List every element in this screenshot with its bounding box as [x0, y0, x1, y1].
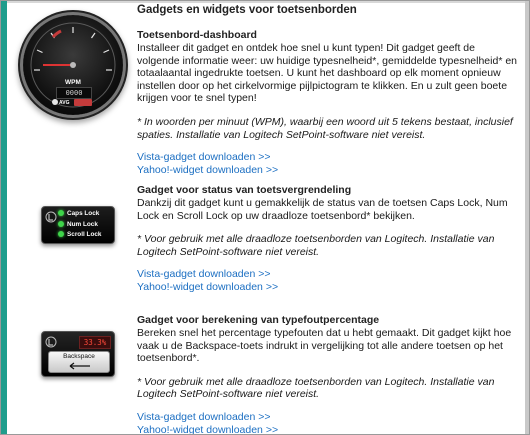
yahoo-download-link[interactable]: Yahoo!-widget downloaden >>	[137, 281, 279, 294]
led-on-icon	[58, 221, 64, 227]
gauge-readout: 0000	[56, 87, 92, 99]
section-title: Gadget voor status van toetsvergrendeling	[137, 184, 352, 196]
led-on-icon	[58, 210, 64, 216]
speedometer-gauge-icon	[23, 15, 123, 115]
reset-circle-icon	[52, 99, 58, 105]
arrow-left-icon	[66, 362, 92, 370]
download-links	[137, 411, 519, 435]
key-label: Backspace	[63, 353, 95, 360]
section-title: Toetsenbord-dashboard	[137, 29, 257, 41]
vertical-scrollbar[interactable]	[525, 1, 529, 434]
download-links	[137, 268, 519, 294]
backspace-key	[48, 351, 110, 373]
section-dashboard	[137, 29, 519, 177]
vista-download-link[interactable]: Vista-gadget downloaden >>	[137, 268, 271, 281]
section-note: * In woorden per minuut (WPM), waarbij een woord uit 5 tekens bestaat, inclusief spaties. Installatie van Logitech SetPoint-software niet vereist.	[137, 115, 513, 141]
section-title: Gadget voor berekening van typefoutpercentage	[137, 314, 380, 326]
gauge-unit-label: WPM	[65, 79, 81, 86]
section-description: Dankzij dit gadget kunt u gemakkelijk de status van de toetsen Caps Lock, Num Lock en Scroll Lock op uw draadloze toetsenbord* bekijken.	[137, 197, 508, 222]
backspace-key-icon	[41, 331, 115, 377]
top-divider	[7, 1, 525, 3]
page-title: Gadgets en widgets voor toetsenborden	[137, 4, 357, 16]
vista-download-link[interactable]: Vista-gadget downloaden >>	[137, 151, 271, 164]
caps-lock-indicator: Caps Lock	[58, 209, 99, 219]
lock-status-icon	[41, 206, 115, 244]
section-note: * Voor gebruik met alle draadloze toetsenborden van Logitech. Installatie van Logitech SetPoint-software niet vereist.	[137, 375, 495, 401]
section-description: Bereken snel het percentage typefouten dat u hebt gemaakt. Dit gadget kijkt hoe vaak u de Backspace-toets indrukt in vergelijking tot alle andere toetsen op het toetsenbord*.	[137, 327, 512, 365]
section-lock-status	[137, 184, 519, 294]
yahoo-download-link[interactable]: Yahoo!-widget downloaden >>	[137, 164, 279, 177]
gauge-dial-icon	[23, 15, 123, 115]
section-typo-percentage	[137, 314, 519, 435]
led-on-icon	[58, 231, 64, 237]
gauge-indicator	[74, 99, 92, 106]
num-lock-indicator: Num Lock	[58, 220, 98, 230]
gauge-avg-label: AVG	[59, 100, 70, 106]
percent-display: 33.3%	[79, 336, 111, 349]
scroll-lock-indicator: Scroll Lock	[58, 230, 101, 240]
download-links	[137, 151, 519, 177]
logitech-logo-icon	[45, 211, 57, 223]
section-note: * Voor gebruik met alle draadloze toetsenborden van Logitech. Installatie van Logitech SetPoint-software niet vereist.	[137, 233, 495, 258]
vista-download-link[interactable]: Vista-gadget downloaden >>	[137, 410, 271, 423]
logitech-logo-icon	[45, 336, 57, 348]
section-description: Installeer dit gadget en ontdek hoe snel u kunt typen! Dit gadget geeft de volgende informatie weer: uw huidige typesnelheid*, gemiddelde typesnelheid* en totaalaantal ingedrukte toetsen. U kunt het dashboard op elk moment opnieuw instellen door op het cirkelvormige pijlpictogram te klikken. En u zult geen boete krijgen voor te snel typen!	[137, 42, 517, 105]
yahoo-download-link[interactable]: Yahoo!-widget downloaden >>	[137, 423, 279, 435]
accent-stripe	[1, 1, 7, 434]
